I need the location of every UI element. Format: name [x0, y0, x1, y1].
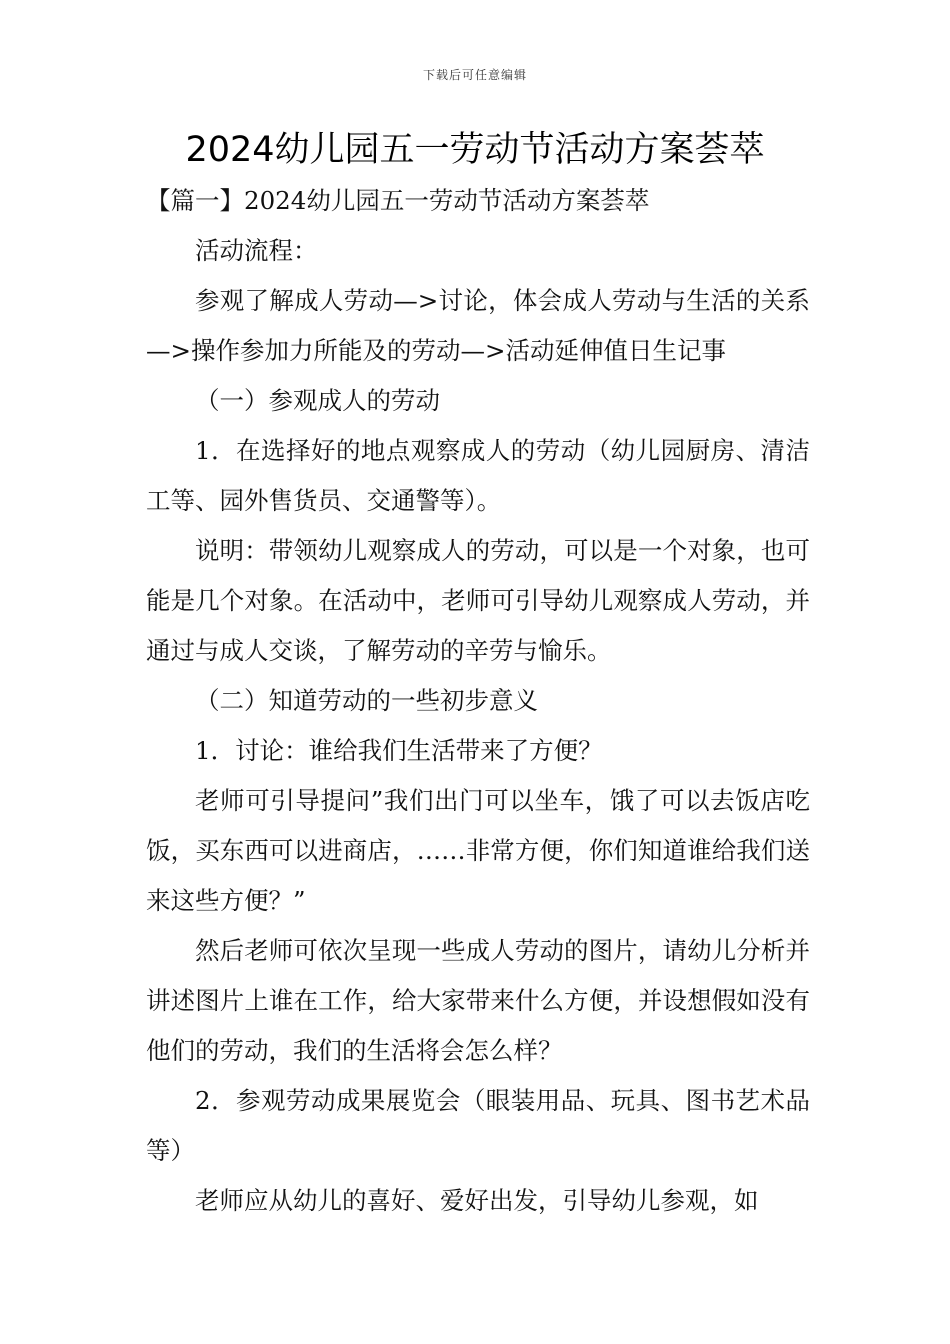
paragraph-process-steps: 参观了解成人劳动—>讨论，体会成人劳动与生活的关系—>操作参加力所能及的劳动—>活动延伸值日生记事 — [146, 286, 810, 365]
paragraph-observe-labor: 1．在选择好的地点观察成人的劳动（幼儿园厨房、清洁工等、园外售货员、交通警等）。 — [146, 436, 810, 515]
document-title: 2024幼儿园五一劳动节活动方案荟萃 — [185, 130, 765, 170]
section-heading-part-one: 【篇一】2024幼儿园五一劳动节活动方案荟萃 — [146, 186, 650, 215]
paragraph-explanation: 说明：带领幼儿观察成人的劳动，可以是一个对象，也可能是几个对象。在活动中，老师可引导幼儿观察成人劳动，并通过与成人交谈，了解劳动的辛劳与愉乐。 — [146, 536, 810, 665]
paragraph-visit-exhibition: 2．参观劳动成果展览会（眼装用品、玩具、图书艺术品等） — [146, 1086, 810, 1165]
header-note: 下载后可任意编辑 — [422, 68, 527, 82]
subheading-meaning-of-labor: （二）知道劳动的一些初步意义 — [195, 686, 538, 715]
paragraph-discussion: 1．讨论：谁给我们生活带来了方便？ — [195, 736, 603, 765]
subheading-visit-adult-labor: （一）参观成人的劳动 — [195, 386, 440, 415]
paragraph-process-label: 活动流程： — [195, 236, 318, 265]
document-body — [146, 176, 810, 1226]
paragraph-teacher-questions: 老师可引导提问”我们出门可以坐车，饿了可以去饭店吃饭，买东西可以进商店，……非常方便，你们知道谁给我们送来这些方便？” — [146, 786, 810, 915]
paragraph-show-pictures: 然后老师可依次呈现一些成人劳动的图片，请幼儿分析并讲述图片上谁在工作，给大家带来什么方便，并设想假如没有他们的劳动，我们的生活将会怎么样？ — [146, 936, 810, 1065]
paragraph-guide-children: 老师应从幼儿的喜好、爱好出发，引导幼儿参观，如 — [195, 1186, 759, 1215]
